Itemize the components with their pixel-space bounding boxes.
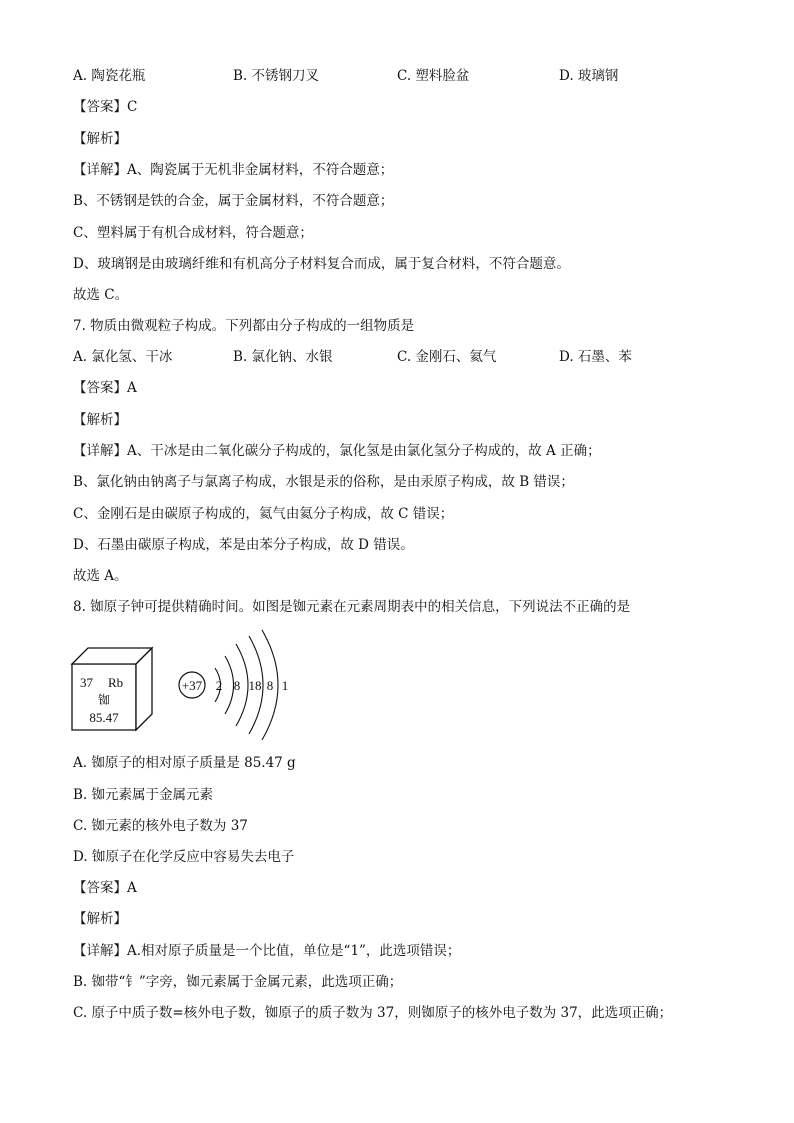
q8-option-b: B. 铷元素属于金属元素	[73, 787, 214, 803]
q8-detail-line: 【详解】A.相对原子质量是一个比值，单位是“1”，此选项错误；	[73, 943, 461, 959]
q7-detail-line: C、金刚石是由碳原子构成的，氦气由氦分子构成，故 C 错误；	[73, 506, 454, 522]
shell-electron-count: 2	[215, 678, 223, 693]
shell-electron-count: 8	[266, 678, 274, 693]
q6-detail-line: D、玻璃钢是由玻璃纤维和有机高分子材料复合而成，属于复合材料，不符合题意。	[73, 256, 570, 272]
q7-option-c: C. 金刚石、氦气	[397, 349, 497, 365]
q7-option-d: D. 石墨、苯	[559, 349, 632, 365]
atomic-number: 37	[80, 675, 93, 690]
q6-detail-line: B、不锈钢是铁的合金，属于金属材料，不符合题意；	[73, 193, 394, 209]
q8-detail-line: B. 铷带“钅”字旁，铷元素属于金属元素，此选项正确；	[73, 974, 403, 990]
q6-option-d: D. 玻璃钢	[559, 68, 619, 84]
q6-option-b: B. 不锈钢刀叉	[233, 68, 320, 84]
q7-option-a: A. 氯化氢、干冰	[73, 349, 173, 365]
atomic-mass: 85.47	[89, 710, 119, 725]
electron-shell-2	[225, 656, 234, 714]
q8-detail-line: C. 原子中质子数=核外电子数，铷原子的质子数为 37，则铷原子的核外电子数为 37，此选项正确；	[73, 1005, 673, 1021]
q6-answer: 【答案】C	[73, 99, 138, 115]
q7-analysis-heading: 【解析】	[73, 412, 127, 428]
q6-analysis-heading: 【解析】	[73, 131, 127, 147]
q7-detail-line: D、石墨由碳原子构成，苯是由苯分子构成，故 D 错误。	[73, 537, 414, 553]
atom-structure	[179, 630, 288, 740]
q8-option-d: D. 铷原子在化学反应中容易失去电子	[73, 849, 295, 865]
q8-analysis-heading: 【解析】	[73, 911, 127, 927]
q8-option-c: C. 铷元素的核外电子数为 37	[73, 818, 248, 834]
q6-option-a: A. 陶瓷花瓶	[73, 68, 146, 84]
q8-stem: 8. 铷原子钟可提供精确时间。如图是铷元素在元素周期表中的相关信息，下列说法不正确的是	[73, 599, 631, 615]
q7-answer: 【答案】A	[73, 380, 137, 396]
q7-conclusion: 故选 A。	[73, 568, 128, 584]
q6-detail-line: 【详解】A、陶瓷属于无机非金属材料，不符合题意；	[73, 162, 394, 178]
q7-detail-line: B、氯化钠由钠离子与氯离子构成，水银是汞的俗称，是由汞原子构成，故 B 错误；	[73, 474, 574, 490]
element-name: 铷	[97, 693, 111, 707]
q7-option-b: B. 氯化钠、水银	[233, 349, 333, 365]
element-card	[72, 648, 152, 730]
rubidium-figure	[70, 628, 310, 744]
shell-electron-count: 8	[233, 678, 241, 693]
q7-stem: 7. 物质由微观粒子构成。下列都由分子构成的一组物质是	[73, 318, 415, 334]
shell-electron-count: 1	[281, 678, 289, 693]
q7-detail-line: 【详解】A、干冰是由二氧化碳分子构成的，氯化氢是由氯化氢分子构成的，故 A 正确；	[73, 443, 601, 459]
q8-answer: 【答案】A	[73, 880, 137, 896]
shell-electron-count: 18	[248, 678, 262, 693]
q6-option-c: C. 塑料脸盆	[397, 68, 470, 84]
q6-conclusion: 故选 C。	[73, 287, 129, 303]
q8-option-a: A. 铷原子的相对原子质量是 85.47 g	[73, 755, 296, 771]
q6-detail-line: C、塑料属于有机合成材料，符合题意；	[73, 225, 313, 241]
element-symbol: Rb	[108, 675, 124, 690]
nuclear-charge: +37	[181, 678, 203, 693]
